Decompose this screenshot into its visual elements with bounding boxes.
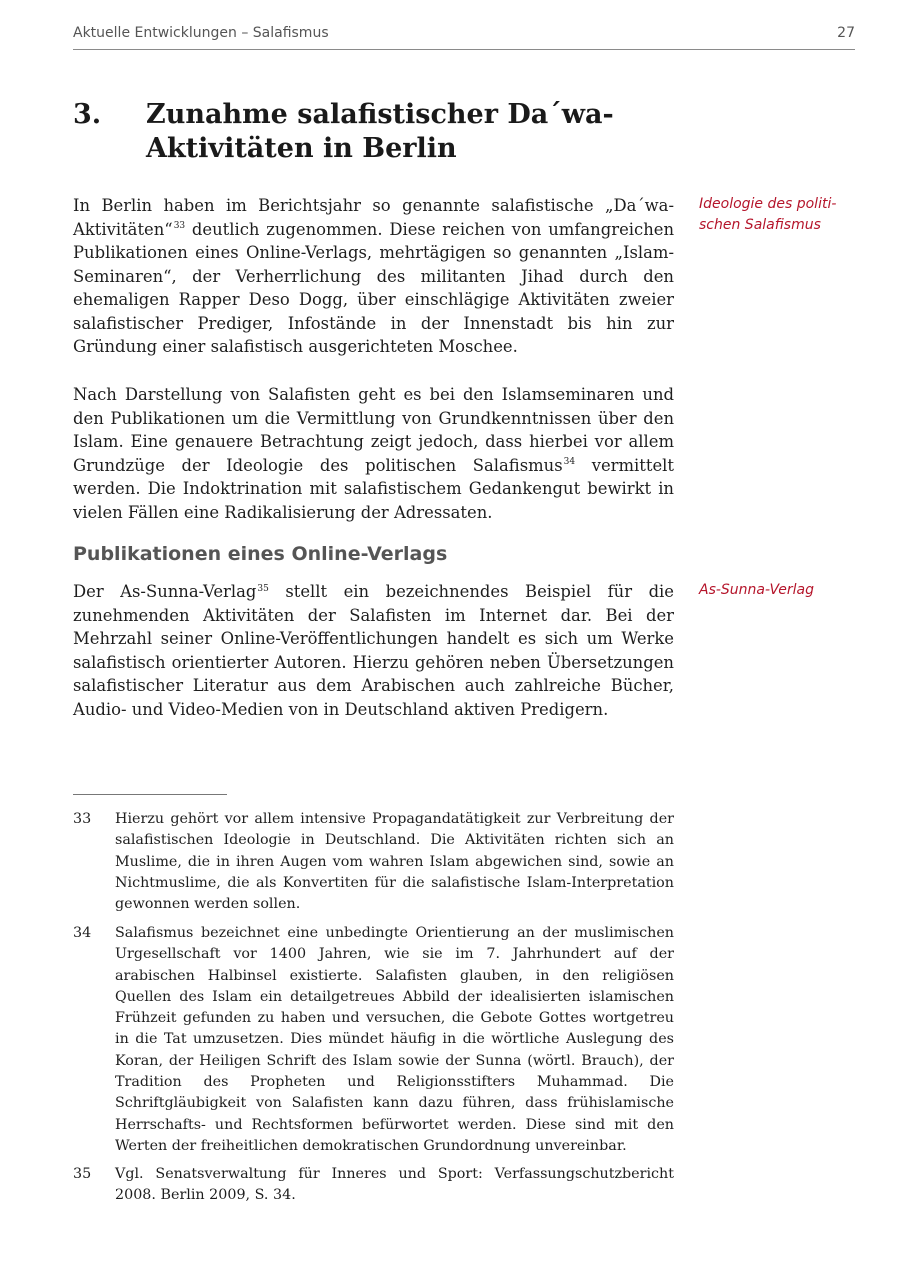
paragraph-3-part-1: Der As-Sunna-Verlag [73,582,257,601]
paragraph-2-part-2: vermittelt werden. Die Indoktrination mit salafistischem Gedankengut bewirkt in vielen Fällen eine Radikalisierung der Adressaten. [73,455,675,522]
margin-note-ideologie [699,194,849,236]
running-header [73,24,855,50]
footnote-divider [73,794,227,795]
margin-note-as-sunna: As-Sunna-Verlag [699,582,814,598]
margin-note-ideologie-line-1: Ideologie des politi- [699,196,837,212]
paragraph-3 [73,580,674,721]
section-heading: Publikationen eines Online-Verlags [73,543,448,565]
footnote-ref-35[interactable]: 35 [257,583,269,594]
paragraph-2 [73,383,674,524]
chapter-number: 3. [73,99,102,130]
footnote-text: Hierzu gehört vor allem intensive Propagandatätigkeit zur Verbreitung der salafistischen Ideologie in Deutschland. Die Aktivitäten richten sich an Muslime, die in ihren Augen vom wahren Islam abgewichen sind, sowie an Nichtmuslime, die als Konvertiten für die salafistische Islam-Interpretation gewonnen werden sollen. [115,811,674,913]
chapter-title-line-1: Zunahme salafistischer Da´wa- [146,99,614,130]
footnote-ref-33[interactable]: 33 [173,221,186,232]
chapter-title-text [146,98,686,166]
paragraph-2-part-1: Nach Darstellung von Salafisten geht es bei den Islamseminaren und den Publikationen um die Vermittlung von Grundkenntnissen über den Islam. Eine genauere Betrachtung zeigt jedoch, dass hierbei vor allem Grundzüge der Ideologie des politischen Salafismus [73,385,674,475]
running-header-title: Aktuelle Entwicklungen – Salafismus [73,25,329,41]
footnote-number: 35 [73,1166,92,1182]
paragraph-1-part-1: In Berlin haben im Berichtsjahr so genannte salafistische „Da´wa-Aktivitäten“ [73,196,674,239]
page-number: 27 [837,25,855,41]
footnote-number: 34 [73,925,92,941]
footnote-ref-34[interactable]: 34 [563,457,576,468]
paragraph-1-part-2: deutlich zugenommen. Diese reichen von umfangreichen Publikationen eines Online-Verlags, mehrtägigen so genannten „Islam-Seminaren“, der Verherrlichung des militanten Jihad durch den ehemaligen Rapper Deso Dogg, über einschlägige Aktivitäten zweier salafistischer Prediger, Infostände in der Innenstadt bis hin zur Gründung einer salafistisch ausgerichteten Moschee. [73,219,674,356]
paragraph-3-part-2: stellt ein bezeichnendes Beispiel für die zunehmenden Aktivitäten der Salafisten im Internet dar. Bei der Mehrzahl seiner Online-Veröffentlichungen handelt es sich um Werke salafistisch orientierter Autoren. Hierzu gehören neben Übersetzungen salafistischer Literatur aus dem Arabischen auch zahlreiche Bücher, Audio- und Video-Medien von in Deutschland aktiven Predigern. [73,582,674,719]
footnote-text: Salafismus bezeichnet eine unbedingte Orientierung an der muslimischen Urgesellschaft vor 1400 Jahren, wie sie im 7. Jahrhundert auf der arabischen Halbinsel existierte. Salafisten glauben, in den religiösen Quellen des Islam ein detailgetreues Abbild der idealisierten islamischen Frühzeit gefunden zu haben und versuchen, die Gebote Gottes wortgetreu in die Tat umzusetzen. Dies mündet häufig in die wörtliche Auslegung des Koran, der Heiligen Schrift des Islam sowie der Sunna (wörtl. Brauch), der Tradition des Propheten und Religionsstifters Muhammad. Die Schriftgläubigkeit von Salafisten kann dazu führen, dass frühislamische Herrschafts- und Rechtsformen befürwortet werden. Diese sind mit den Werten der freiheitlichen demokratischen Grundordnung unvereinbar. [115,925,674,1154]
paragraph-1 [73,194,674,359]
chapter-title-line-2: Aktivitäten in Berlin [146,133,457,164]
margin-note-ideologie-line-2: schen Salafismus [699,217,821,233]
footnote-text: Vgl. Senatsverwaltung für Inneres und Sport: Verfassungschutzbericht 2008. Berlin 2009, S. 34. [115,1166,674,1204]
footnote-number: 33 [73,811,92,827]
